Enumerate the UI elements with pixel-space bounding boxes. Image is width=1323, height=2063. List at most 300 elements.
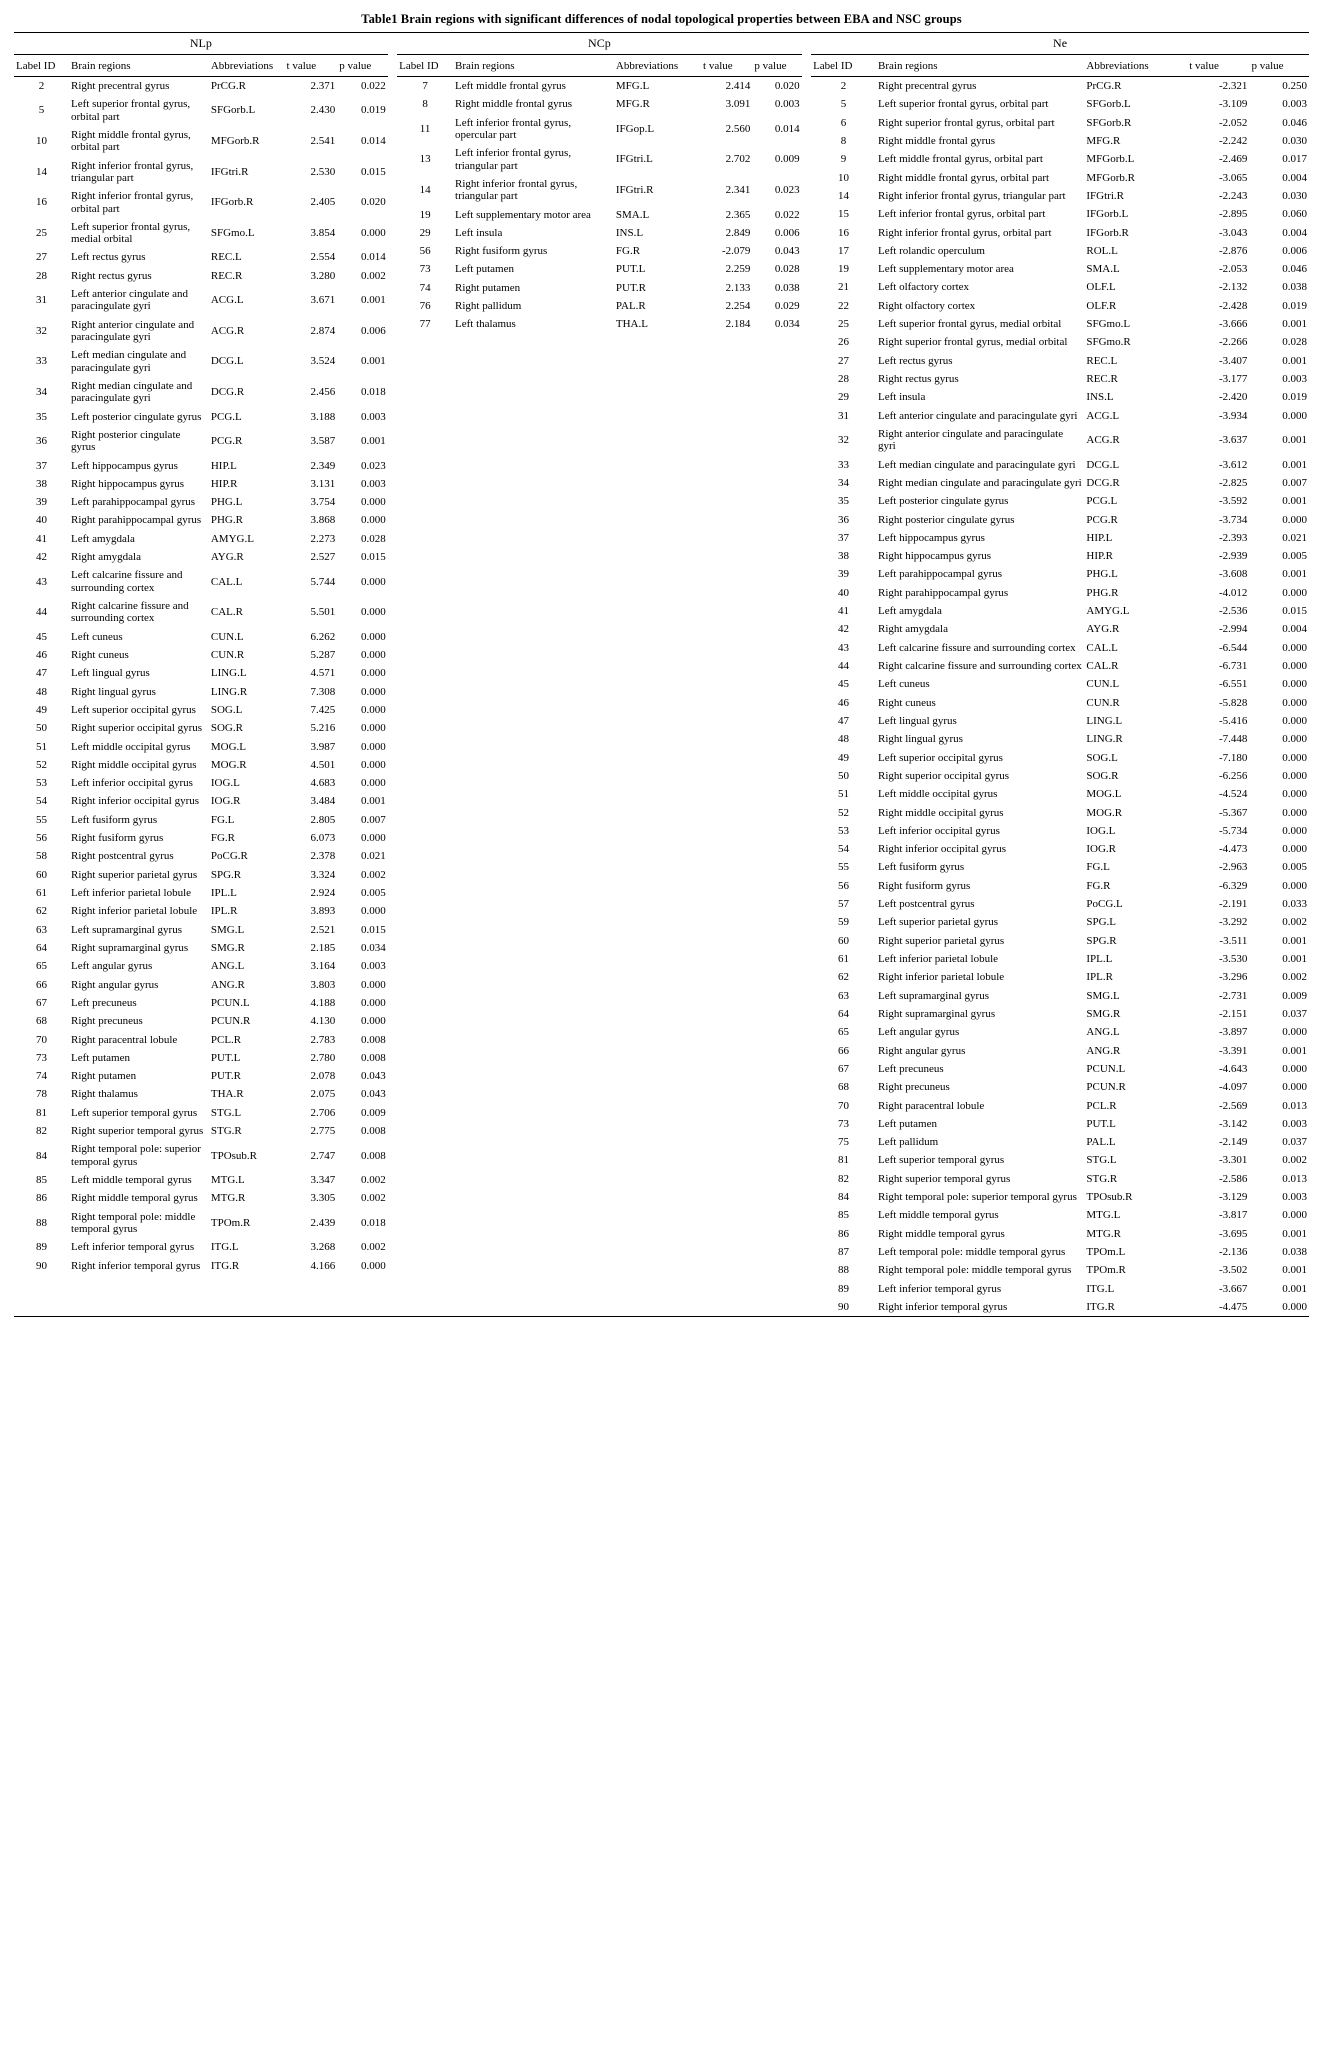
cell-t-value: 2.874 [310,324,336,337]
cell-brain-region: Left inferior occipital gyrus [878,824,1000,837]
col-t-value: t value [701,57,752,77]
cell-abbreviation: PUT.R [615,281,646,294]
cell-p-value: 0.001 [1282,458,1307,471]
cell-label-id: 32 [36,324,47,337]
table-row [811,511,1309,529]
group-body-ncp [397,57,801,1316]
cell-t-value: -6.256 [1219,769,1248,782]
cell-t-value: -3.142 [1219,1117,1248,1130]
cell-p-value: 0.013 [1282,1099,1307,1112]
cell-t-value: -2.052 [1219,116,1248,129]
cell-abbreviation: MOG.R [1086,806,1123,819]
cell-label-id: 53 [838,824,850,837]
cell-brain-region: Left middle temporal gyrus [878,1209,999,1222]
table-body-nlp [14,77,388,1275]
cell-p-value: 0.000 [1282,879,1307,892]
cell-brain-region: Right inferior temporal gyrus [878,1300,1008,1313]
cell-p-value: 0.002 [1282,971,1307,984]
cell-brain-region: Left supplementary motor area [455,208,591,221]
cell-t-value: 2.378 [310,850,336,863]
cell-label-id: 35 [36,410,47,423]
cell-abbreviation: PoCG.L [1086,898,1123,911]
column-header-row-ncp [397,57,801,77]
cell-t-value: -2.243 [1219,189,1248,202]
table-row [811,150,1309,168]
cell-label-id: 50 [36,722,47,735]
cell-label-id: 14 [838,189,850,202]
cell-t-value: 2.521 [310,923,336,936]
cell-brain-region: Right paracentral lobule [878,1099,985,1112]
cell-p-value: 0.002 [360,868,386,881]
cell-brain-region: Right parahippocampal gyrus [71,514,202,527]
cell-label-id: 25 [838,318,850,331]
cell-label-id: 38 [838,550,850,563]
cell-label-id: 88 [838,1264,850,1277]
cell-label-id: 76 [419,300,431,313]
cell-t-value: 2.783 [310,1033,336,1046]
cell-t-value: -3.296 [1219,971,1248,984]
cell-abbreviation: PAL.L [1086,1136,1116,1149]
cell-p-value: 0.029 [774,300,800,313]
table-row [811,1097,1309,1115]
table-row [14,1067,388,1085]
table-ncp [397,57,801,334]
cell-p-value: 0.000 [360,905,386,918]
cell-label-id: 51 [36,740,47,753]
table-row [811,913,1309,931]
cell-abbreviation: PoCG.R [210,850,248,863]
table-row [811,205,1309,223]
cell-brain-region: Right precentral gyrus [878,80,977,92]
cell-label-id: 45 [36,630,47,643]
cell-p-value: 0.003 [360,410,386,423]
table-row [811,950,1309,968]
cell-abbreviation: MOG.R [210,758,247,771]
group-title-ne: Ne [1053,36,1068,50]
cell-label-id: 81 [36,1106,47,1119]
cell-label-id: 33 [838,458,850,471]
cell-abbreviation: CAL.R [210,606,243,619]
cell-label-id: 33 [36,355,47,368]
cell-abbreviation: ACG.L [210,294,244,307]
table-row [14,346,388,377]
cell-abbreviation: CAL.L [1086,641,1118,654]
cell-brain-region: Right superior frontal gyrus, orbital part [878,116,1055,129]
cell-p-value: 0.001 [1282,1282,1307,1295]
cell-label-id: 8 [840,134,847,147]
col-p-value: p value [337,57,387,77]
table-row [397,279,801,297]
cell-t-value: -3.177 [1219,373,1248,385]
cell-label-id: 39 [36,496,47,509]
cell-p-value: 0.037 [1282,1007,1307,1020]
cell-p-value: 0.018 [360,386,386,399]
cell-abbreviation: SFGorb.L [1086,98,1131,111]
cell-brain-region: Left median cingulate and paracingulate gyri [878,458,1076,471]
group-body-ne [811,57,1309,1316]
cell-brain-region: Left olfactory cortex [878,281,970,294]
cell-p-value: 0.033 [1282,898,1307,911]
table-row [811,1115,1309,1133]
cell-label-id: 56 [419,245,431,258]
cell-p-value: 0.003 [1282,98,1307,111]
cell-p-value: 0.038 [1282,281,1307,294]
cell-brain-region: Left supramarginal gyrus [71,923,183,936]
cell-t-value: -6.731 [1219,660,1248,672]
cell-brain-region: Left angular gyrus [878,1026,960,1039]
cell-brain-region: Right superior parietal gyrus [878,934,1005,947]
cell-brain-region: Left superior frontal gyrus, orbital part [878,98,1049,111]
cell-abbreviation: TPOm.R [210,1216,251,1229]
table-row [811,114,1309,132]
cell-label-id: 61 [36,887,47,899]
cell-t-value: -5.367 [1219,806,1248,819]
cell-p-value: 0.003 [774,98,800,111]
cell-label-id: 6 [840,116,847,129]
table-row [811,260,1309,278]
cell-t-value: -3.666 [1219,318,1248,331]
cell-brain-region: Right precuneus [71,1015,143,1028]
cell-label-id: 8 [422,98,428,111]
table-row [811,407,1309,425]
cell-abbreviation: SMA.L [1086,263,1120,276]
table-row [811,1280,1309,1298]
cell-t-value: 6.262 [310,630,336,643]
cell-p-value: 0.019 [1282,299,1307,312]
table-row [397,260,801,278]
cell-abbreviation: SMG.L [210,923,245,936]
cell-label-id: 54 [36,795,47,808]
cell-abbreviation: PAL.R [615,300,646,313]
cell-label-id: 45 [838,678,850,691]
table-row [811,932,1309,950]
cell-brain-region: Left thalamus [455,318,516,331]
cell-abbreviation: FG.L [1086,861,1110,874]
cell-label-id: 55 [838,861,850,874]
table-row [14,77,388,96]
table-row [811,1225,1309,1243]
cell-t-value: -3.637 [1219,434,1248,447]
cell-brain-region: Right amygdala [71,551,141,564]
cell-label-id: 37 [36,459,47,472]
cell-label-id: 82 [36,1125,47,1138]
cell-brain-region: Left lingual gyrus [878,714,957,727]
cell-label-id: 90 [36,1259,47,1272]
cell-t-value: 4.166 [310,1259,336,1272]
cell-p-value: 0.020 [774,80,800,92]
cell-label-id: 61 [838,953,850,965]
cell-brain-region: Right supramarginal gyrus [71,941,189,954]
table-row [811,1243,1309,1261]
cell-abbreviation: SOG.R [1086,769,1119,782]
cell-brain-region: Right paracentral lobule [71,1033,178,1046]
cell-brain-region: Right temporal pole: superior temporal gyrus [71,1143,201,1168]
cell-brain-region: Left supramarginal gyrus [878,989,989,1002]
cell-t-value: 2.185 [310,941,336,954]
cell-abbreviation: TPOm.L [1086,1246,1126,1258]
cell-abbreviation: REC.R [1086,373,1118,385]
cell-t-value: -4.524 [1219,788,1248,801]
cell-abbreviation: TPOsub.R [1086,1191,1133,1204]
cell-t-value: 7.425 [310,703,336,716]
cell-p-value: 0.037 [1282,1136,1307,1149]
cell-t-value: 3.854 [310,226,336,239]
cell-t-value: 3.324 [310,868,336,881]
cell-p-value: 0.000 [360,630,386,643]
cell-label-id: 17 [838,244,850,257]
cell-brain-region: Right superior parietal gyrus [71,868,198,881]
cell-brain-region: Right inferior frontal gyrus, triangular part [878,189,1066,202]
cell-label-id: 43 [36,575,47,588]
table-row [14,377,388,408]
cell-t-value: 2.078 [310,1070,336,1083]
cell-label-id: 90 [838,1300,850,1313]
cell-abbreviation: THA.L [615,318,648,331]
cell-t-value: -2.731 [1219,989,1248,1002]
cell-abbreviation: ROL.L [1086,244,1118,257]
cell-p-value: 0.034 [774,318,800,331]
cell-label-id: 64 [838,1007,850,1020]
cell-label-id: 31 [36,294,47,307]
table-row [14,701,388,719]
cell-p-value: 0.000 [1282,1026,1307,1039]
cell-p-value: 0.003 [1282,373,1307,385]
cell-p-value: 0.004 [1282,226,1307,239]
table-row [811,95,1309,113]
cell-label-id: 5 [840,98,847,111]
cell-abbreviation: SFGmo.L [1086,318,1131,331]
table-row [811,333,1309,351]
cell-t-value: -4.643 [1219,1062,1248,1075]
cell-p-value: 0.008 [360,1149,386,1162]
cell-abbreviation: LING.R [210,685,248,698]
cell-label-id: 74 [36,1070,47,1083]
cell-brain-region: Right lingual gyrus [71,685,156,698]
cell-abbreviation: PCUN.R [210,1015,251,1028]
cell-label-id: 58 [36,850,47,863]
cell-t-value: 5.216 [310,722,336,735]
cell-label-id: 68 [36,1015,47,1028]
cell-p-value: 0.000 [360,496,386,509]
cell-p-value: 0.004 [1282,171,1307,184]
cell-t-value: 5.744 [310,575,336,588]
table-row [14,493,388,511]
table-row [811,278,1309,296]
cell-brain-region: Left inferior occipital gyrus [71,777,193,790]
table-row [14,566,388,597]
cell-p-value: 0.000 [1282,714,1307,727]
table-row [811,492,1309,510]
cell-abbreviation: MFG.L [615,80,650,92]
table-row [14,157,388,188]
cell-abbreviation: SOG.L [210,703,243,716]
table-row [811,474,1309,492]
cell-t-value: -2.149 [1219,1136,1248,1149]
cell-t-value: -3.608 [1219,568,1248,581]
cell-label-id: 70 [838,1099,850,1112]
cell-brain-region: Right angular gyrus [878,1044,966,1057]
cell-abbreviation: SFGmo.R [1086,336,1131,349]
cell-brain-region: Left fusiform gyrus [878,861,965,874]
cell-t-value: -2.939 [1219,550,1248,563]
cell-p-value: 0.046 [1282,263,1307,276]
cell-p-value: 0.022 [774,208,800,221]
cell-brain-region: Left superior frontal gyrus, medial orbital [878,318,1062,331]
table-row [14,921,388,939]
cell-t-value: -2.242 [1219,134,1248,147]
cell-brain-region: Left temporal pole: middle temporal gyrus [878,1246,1066,1258]
col-p-value: p value [752,57,801,77]
cell-p-value: 0.018 [360,1216,386,1229]
cell-p-value: 0.000 [360,740,386,753]
cell-abbreviation: MFG.R [615,98,650,111]
cell-p-value: 0.002 [1282,1154,1307,1167]
cell-t-value: 3.893 [310,905,336,918]
table-row [811,858,1309,876]
cell-abbreviation: CUN.R [1086,696,1120,709]
table-bottom-rule [14,1316,1309,1317]
cell-p-value: 0.001 [1282,934,1307,947]
cell-abbreviation: HIP.R [1086,550,1113,563]
cell-brain-region: Right middle frontal gyrus [878,134,996,147]
cell-t-value: 2.273 [310,532,336,545]
table-row [14,1031,388,1049]
cell-brain-region: Left superior temporal gyrus [878,1154,1005,1167]
table-row [14,829,388,847]
cell-abbreviation: IPL.L [1086,953,1113,965]
cell-t-value: -4.475 [1219,1300,1248,1313]
cell-brain-region: Left calcarine fissure and surrounding cortex [878,641,1076,654]
cell-t-value: 3.524 [310,355,336,368]
cell-p-value: 0.000 [360,722,386,735]
cell-brain-region: Left middle temporal gyrus [71,1174,192,1186]
column-header-row-nlp [14,57,388,77]
cell-p-value: 0.005 [1282,550,1307,563]
cell-brain-region: Left middle occipital gyrus [878,788,998,801]
cell-brain-region: Left pallidum [878,1136,939,1149]
group-body-nlp [14,57,388,1316]
cell-p-value: 0.015 [360,551,386,564]
table-row [14,218,388,249]
cell-label-id: 36 [36,435,47,448]
cell-brain-region: Right calcarine fissure and surrounding cortex [878,660,1082,672]
cell-abbreviation: PUT.L [615,263,646,276]
cell-abbreviation: REC.L [1086,354,1118,367]
cell-t-value: -3.502 [1219,1264,1248,1277]
cell-p-value: 0.013 [1282,1172,1307,1185]
cell-label-id: 10 [838,171,850,184]
cell-p-value: 0.038 [1282,1246,1307,1258]
cell-p-value: 0.046 [1282,116,1307,129]
cell-label-id: 86 [36,1192,47,1205]
cell-label-id: 31 [838,409,850,422]
cell-t-value: 3.868 [310,514,336,527]
cell-t-value: 2.259 [725,263,751,276]
cell-abbreviation: PCUN.L [1086,1062,1126,1075]
cell-brain-region: Right pallidum [455,300,522,313]
cell-brain-region: Right superior temporal gyrus [878,1172,1011,1185]
table-row [397,224,801,242]
cell-t-value: 2.775 [310,1125,336,1138]
cell-abbreviation: LING.L [1086,714,1123,727]
cell-abbreviation: TPOsub.R [210,1149,258,1162]
cell-abbreviation: ITG.R [210,1259,240,1272]
cell-brain-region: Right hippocampus gyrus [878,550,992,563]
cell-label-id: 66 [838,1044,850,1057]
table-row [811,388,1309,406]
cell-p-value: 0.014 [774,122,800,135]
cell-brain-region: Left precuneus [71,996,137,1009]
col-abbreviations: Abbreviations [1084,57,1187,77]
cell-label-id: 70 [36,1033,47,1046]
cell-p-value: 0.000 [1282,1209,1307,1222]
table-body-ne [811,77,1309,1317]
cell-p-value: 0.008 [360,1125,386,1138]
table-row [14,719,388,737]
cell-abbreviation: SPG.R [1086,934,1117,947]
cell-label-id: 48 [838,733,850,746]
cell-t-value: 2.780 [310,1051,336,1064]
cell-abbreviation: SPG.R [210,868,242,881]
cell-brain-region: Right anterior cingulate and paracingulate gyri [71,318,195,343]
cell-brain-region: Left postcentral gyrus [878,898,975,911]
table-row [811,77,1309,96]
cell-t-value: -7.180 [1219,751,1248,764]
cell-p-value: 0.001 [1282,495,1307,508]
cell-brain-region: Right posterior cingulate gyrus [878,513,1015,526]
cell-p-value: 0.001 [360,355,386,368]
cell-t-value: 2.849 [725,226,751,239]
cell-abbreviation: CUN.L [1086,678,1120,691]
cell-t-value: -2.136 [1219,1246,1248,1258]
cell-p-value: 0.005 [360,887,386,899]
cell-abbreviation: ITG.R [1086,1300,1115,1313]
cell-label-id: 60 [36,868,47,881]
cell-t-value: -3.292 [1219,916,1248,929]
col-label-id: Label ID [397,57,453,77]
table-row [397,114,801,145]
cell-brain-region: Right olfactory cortex [878,299,976,312]
cell-abbreviation: MFGorb.R [1086,171,1135,184]
cell-p-value: 0.001 [1282,953,1307,965]
table-row [397,95,801,113]
cell-p-value: 0.001 [1282,1264,1307,1277]
table-row [14,548,388,566]
cell-brain-region: Left inferior temporal gyrus [71,1241,195,1254]
cell-abbreviation: IFGorb.R [1086,226,1129,239]
cell-label-id: 29 [838,391,850,404]
cell-p-value: 0.000 [1282,1300,1307,1313]
table-row [14,126,388,157]
cell-label-id: 52 [36,758,47,771]
cell-t-value: -3.734 [1219,513,1248,526]
cell-t-value: 2.341 [725,184,751,197]
cell-abbreviation: IPL.R [210,905,238,918]
table-row [397,315,801,333]
cell-t-value: 3.268 [310,1241,336,1254]
cell-t-value: -2.428 [1219,299,1248,312]
cell-t-value: 4.683 [310,777,336,790]
cell-t-value: 2.560 [725,122,751,135]
cell-t-value: 2.365 [725,208,751,221]
cell-p-value: 0.038 [774,281,800,294]
cell-p-value: 0.003 [1282,1117,1307,1130]
cell-abbreviation: PHG.L [1086,568,1118,581]
cell-label-id: 65 [36,960,47,973]
cell-label-id: 73 [36,1051,47,1064]
cell-label-id: 51 [838,788,850,801]
cell-p-value: 0.000 [1282,660,1307,672]
